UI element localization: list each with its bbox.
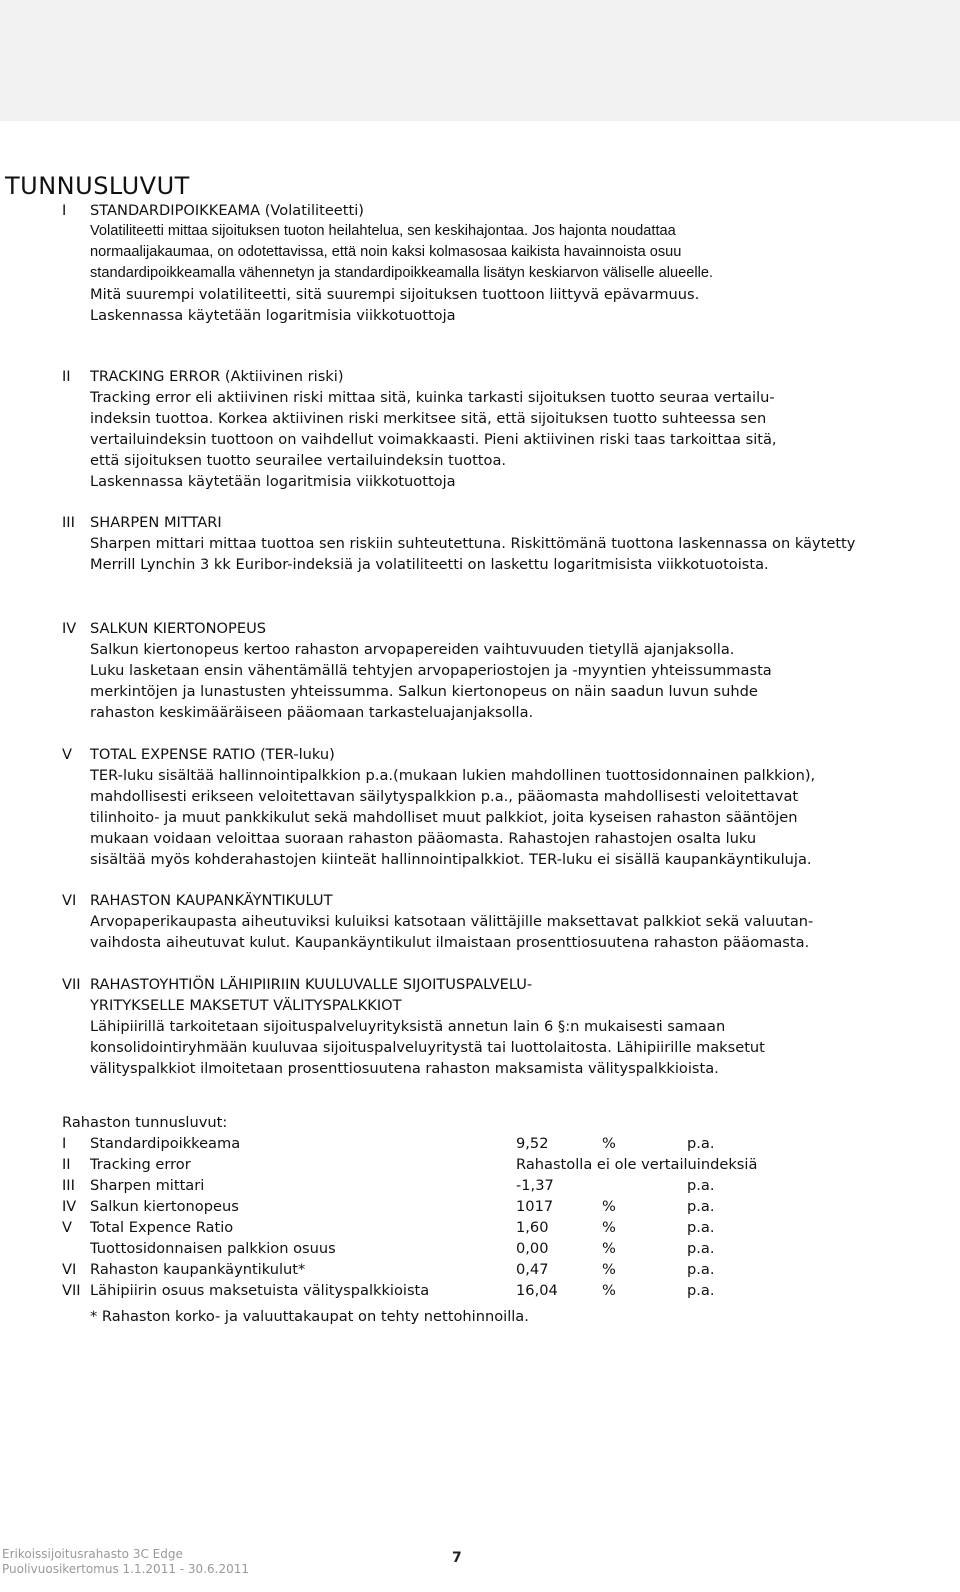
section-line: vaihdosta aiheutuvat kulut. Kaupankäyntikulut ilmaistaan prosenttiosuutena rahaston pääomasta. <box>90 934 810 951</box>
section-heading: RAHASTOYHTIÖN LÄHIPIIRIIN KUULUVALLE SIJOITUSPALVELU- <box>90 976 533 993</box>
section-line: tilinhoito- ja muut pankkikulut sekä mahdolliset muut palkkiot, joita kyseisen rahaston sääntöjen <box>90 809 798 826</box>
section-heading: TOTAL EXPENSE RATIO (TER-luku) <box>90 746 335 763</box>
row-value: 16,04 <box>516 1282 558 1299</box>
section-line: Laskennassa käytetään logaritmisia viikkotuottoja <box>90 473 456 490</box>
key-figures-summary <box>62 1112 942 1301</box>
row-period: p.a. <box>687 1135 715 1152</box>
row-value: 0,47 <box>516 1261 549 1278</box>
section-heading: SALKUN KIERTONOPEUS <box>90 620 267 637</box>
row-unit: % <box>602 1135 616 1152</box>
section-line: rahaston keskimääräiseen pääomaan tarkasteluajanjaksolla. <box>90 704 534 721</box>
row-period: p.a. <box>687 1219 715 1236</box>
section-numeral: IV <box>62 620 77 637</box>
row-label: Total Expence Ratio <box>90 1219 234 1236</box>
row-note: Rahastolla ei ole vertailuindeksiä <box>516 1156 758 1173</box>
footer-report-period: Puolivuosikertomus 1.1.2011 - 30.6.2011 <box>2 1562 249 1576</box>
row-label: Sharpen mittari <box>90 1177 205 1194</box>
row-period: p.a. <box>687 1261 715 1278</box>
table-row <box>62 1217 942 1238</box>
row-value: 0,00 <box>516 1240 549 1257</box>
section-line: Tracking error eli aktiivinen riski mittaa sitä, kuinka tarkasti sijoituksen tuotto seuraa vertailu- <box>90 389 775 406</box>
row-numeral: I <box>62 1135 67 1152</box>
row-unit: % <box>602 1282 616 1299</box>
section-line: Arvopaperikaupasta aiheutuviksi kuluiksi katsotaan välittäjille maksettavat palkkiot sekä valuutan- <box>90 913 814 930</box>
section-line: Merrill Lynchin 3 kk Euribor-indeksiä ja volatiliteetti on laskettu logaritmisista viikkotuotoista. <box>90 556 769 573</box>
footnote: * Rahaston korko- ja valuuttakaupat on tehty nettohinnoilla. <box>90 1308 529 1325</box>
section-line: vertailuindeksin tuottoon on vaihdellut voimakkaasti. Pieni aktiivinen riski taas tarkoittaa sitä, <box>90 431 777 448</box>
row-label: Rahaston kaupankäyntikulut* <box>90 1261 306 1278</box>
section-numeral: V <box>62 746 72 763</box>
row-unit: % <box>602 1219 616 1236</box>
section-line: Lähipiirillä tarkoitetaan sijoituspalveluyrityksistä annetun lain 6 §:n mukaisesti samaan <box>90 1018 726 1035</box>
table-row <box>62 1280 942 1301</box>
section-line: merkintöjen ja lunastusten yhteissumma. Salkun kiertonopeus on näin saadun luvun suhde <box>90 683 758 700</box>
section-heading: TRACKING ERROR (Aktiivinen riski) <box>90 368 344 385</box>
row-period: p.a. <box>687 1240 715 1257</box>
row-value: 1017 <box>516 1198 554 1215</box>
section-line: Volatiliteetti mittaa sijoituksen tuoton heilahtelua, sen keskihajontaa. Jos hajonta noudattaa <box>90 223 676 239</box>
summary-heading-row <box>62 1112 942 1133</box>
row-label: Tracking error <box>90 1156 191 1173</box>
section-total-expense-ratio <box>62 744 942 870</box>
section-trading-costs <box>62 890 942 953</box>
section-numeral: VI <box>62 892 77 909</box>
row-numeral: VII <box>62 1282 81 1299</box>
section-line: mahdollisesti erikseen veloitettavan säilytyspalkkion p.a., pääomasta mahdollisesti veloitettavat <box>90 788 799 805</box>
section-line: sisältää myös kohderahastojen kiinteät hallinnointipalkkiot. TER-luku ei sisällä kaupankäyntikuluja. <box>90 851 812 868</box>
row-label: Standardipoikkeama <box>90 1135 241 1152</box>
section-line: TER-luku sisältää hallinnointipalkkion p.a.(mukaan lukien mahdollinen tuottosidonnainen palkkion), <box>90 767 816 784</box>
table-row <box>62 1133 942 1154</box>
row-period: p.a. <box>687 1282 715 1299</box>
section-line: välityspalkkiot ilmoitetaan prosenttiosuutena rahaston maksamista välityspalkkioista. <box>90 1060 719 1077</box>
row-value: 1,60 <box>516 1219 549 1236</box>
section-heading-continued: YRITYKSELLE MAKSETUT VÄLITYSPALKKIOT <box>90 997 402 1014</box>
table-row <box>62 1175 942 1196</box>
section-line: Luku lasketaan ensin vähentämällä tehtyjen arvopaperiostojen ja -myyntien yhteissummasta <box>90 662 772 679</box>
section-line: Sharpen mittari mittaa tuottoa sen riskiin suhteutettuna. Riskittömänä tuottona laskennassa on käytetty <box>90 535 856 552</box>
row-numeral: IV <box>62 1198 77 1215</box>
section-numeral: II <box>62 368 71 385</box>
row-period: p.a. <box>687 1177 715 1194</box>
section-related-party-fees <box>62 974 942 1079</box>
section-line: konsolidointiryhmään kuuluvaa sijoituspalveluyritystä tai luottolaitosta. Lähipiirille maksetut <box>90 1039 765 1056</box>
section-numeral: III <box>62 514 75 531</box>
page-number: 7 <box>452 1550 462 1566</box>
top-band <box>0 0 960 121</box>
section-line: Laskennassa käytetään logaritmisia viikkotuottoja <box>90 307 456 324</box>
page-footer <box>2 1547 249 1577</box>
table-row <box>62 1238 942 1259</box>
footer-fund-name: Erikoissijoitusrahasto 3C Edge <box>2 1547 183 1561</box>
row-label: Tuottosidonnaisen palkkion osuus <box>90 1240 336 1257</box>
row-period: p.a. <box>687 1198 715 1215</box>
section-line: indeksin tuottoa. Korkea aktiivinen riski merkitsee sitä, että sijoituksen tuotto suhteessa sen <box>90 410 767 427</box>
row-unit: % <box>602 1261 616 1278</box>
section-line: standardipoikkeamalla vähennetyn ja standardipoikkeamalla lisätyn keskiarvon väliselle alueelle. <box>90 265 714 281</box>
row-label: Lähipiirin osuus maksetuista välityspalkkioista <box>90 1282 430 1299</box>
section-line: Salkun kiertonopeus kertoo rahaston arvopapereiden vaihtuvuuden tietyllä ajanjaksolla. <box>90 641 735 658</box>
section-line: että sijoituksen tuotto seurailee vertailuindeksin tuottoa. <box>90 452 507 469</box>
row-label: Salkun kiertonopeus <box>90 1198 239 1215</box>
table-row <box>62 1196 942 1217</box>
row-unit: % <box>602 1198 616 1215</box>
summary-heading: Rahaston tunnusluvut: <box>62 1114 228 1131</box>
row-numeral: II <box>62 1156 71 1173</box>
row-value: -1,37 <box>516 1177 554 1194</box>
section-heading: SHARPEN MITTARI <box>90 514 222 531</box>
table-row <box>62 1259 942 1280</box>
section-line: Mitä suurempi volatiliteetti, sitä suurempi sijoituksen tuottoon liittyvä epävarmuus. <box>90 286 700 303</box>
table-row <box>62 1154 942 1175</box>
section-portfolio-turnover <box>62 618 942 723</box>
section-line: normaalijakaumaa, on odotettavissa, että noin kaksi kolmasosaa kaikista havainnoista osuu <box>90 244 682 260</box>
row-numeral: V <box>62 1219 72 1236</box>
section-numeral: VII <box>62 976 81 993</box>
row-value: 9,52 <box>516 1135 549 1152</box>
section-sharpe-ratio <box>62 512 942 575</box>
section-standard-deviation <box>62 200 942 326</box>
section-line: mukaan voidaan veloittaa suoraan rahaston pääomasta. Rahastojen rahastojen osalta luku <box>90 830 757 847</box>
section-tracking-error <box>62 366 942 492</box>
page-title: TUNNUSLUVUT <box>5 172 190 200</box>
row-numeral: III <box>62 1177 75 1194</box>
row-numeral: VI <box>62 1261 77 1278</box>
row-unit: % <box>602 1240 616 1257</box>
section-heading: RAHASTON KAUPANKÄYNTIKULUT <box>90 892 333 909</box>
section-numeral: I <box>62 202 67 219</box>
section-heading: STANDARDIPOIKKEAMA (Volatiliteetti) <box>90 202 364 219</box>
